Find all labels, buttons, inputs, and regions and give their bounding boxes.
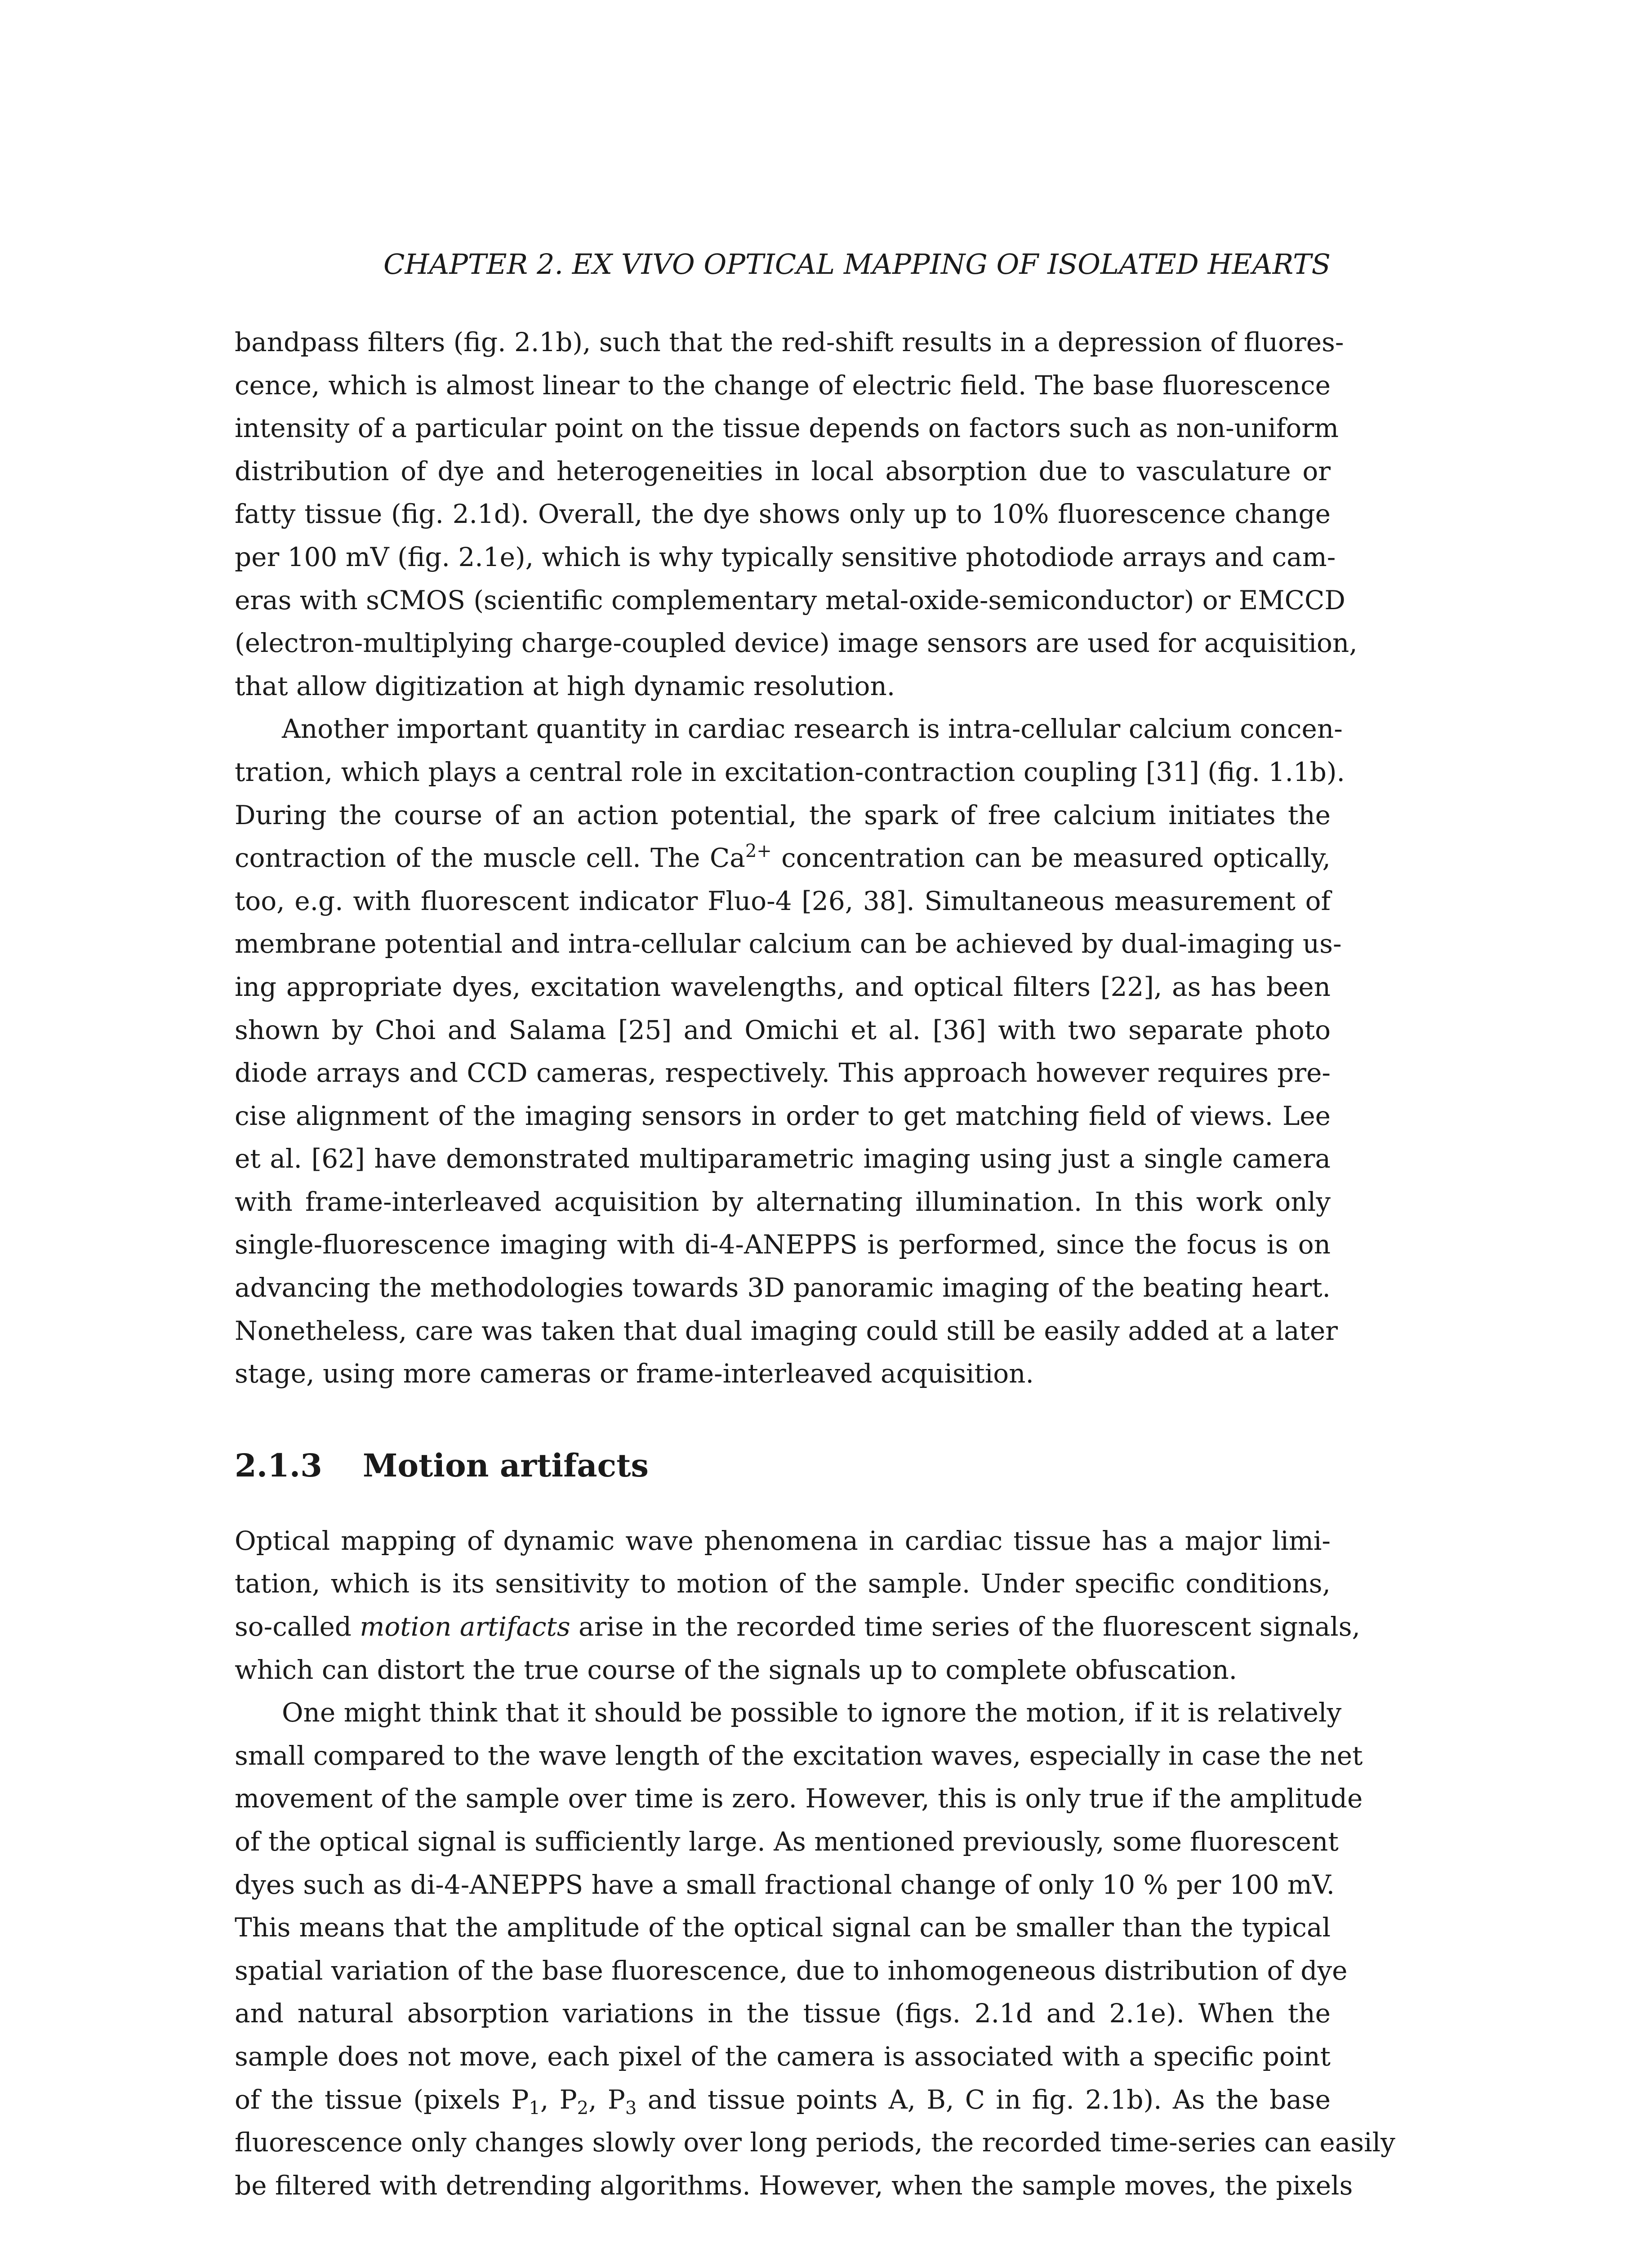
- subscript: 1: [529, 2097, 540, 2119]
- text-fragment: contraction of the muscle cell. The Ca: [235, 843, 745, 874]
- superscript: 2+: [745, 841, 772, 862]
- text-line: per 100 mV (fig. 2.1e), which is why typically sensitive photodiode arrays and cam-: [235, 541, 1336, 572]
- text-fragment: so-called: [235, 1611, 360, 1642]
- text-line: fluorescence only changes slowly over long periods, the recorded time-series can easily: [235, 2127, 1395, 2158]
- text-fragment: , P: [588, 2084, 625, 2115]
- text-line-pixels: [235, 2079, 1331, 2122]
- text-fragment: and tissue points A, B, C in fig. 2.1b). As the base: [637, 2084, 1331, 2115]
- text-line: ing appropriate dyes, excitation wavelengths, and optical filters [22], as has been: [235, 971, 1331, 1002]
- text-line: bandpass filters (fig. 2.1b), such that the red-shift results in a depression of fluores-: [235, 327, 1344, 357]
- text-line: (electron-multiplying charge-coupled device) image sensors are used for acquisition,: [235, 628, 1358, 659]
- section-number: 2.1.3: [235, 1446, 322, 1484]
- text-line: Optical mapping of dynamic wave phenomena in cardiac tissue has a major limi-: [235, 1525, 1331, 1556]
- text-fragment: arise in the recorded time series of the fluorescent signals,: [570, 1611, 1360, 1642]
- text-line: single-fluorescence imaging with di-4-ANEPPS is performed, since the focus is on: [235, 1229, 1331, 1260]
- text-fragment: concentration can be measured optically,: [771, 843, 1331, 874]
- text-line: and natural absorption variations in the tissue (figs. 2.1d and 2.1e). When the: [235, 1998, 1331, 2029]
- text-line: small compared to the wave length of the excitation waves, especially in case the net: [235, 1740, 1363, 1771]
- text-line: spatial variation of the base fluorescence, due to inhomogeneous distribution of dye: [235, 1955, 1348, 1986]
- text-line: tration, which plays a central role in excitation-contraction coupling [31] (fig. 1.1b).: [235, 756, 1345, 787]
- text-line: distribution of dye and heterogeneities in local absorption due to vasculature or: [235, 455, 1331, 486]
- text-line: During the course of an action potential, the spark of free calcium initiates the: [235, 799, 1331, 830]
- text-line: diode arrays and CCD cameras, respectively. This approach however requires pre-: [235, 1057, 1331, 1088]
- text-line: Nonetheless, care was taken that dual imaging could still be easily added at a later: [235, 1315, 1338, 1346]
- section-heading: [235, 1443, 1331, 1488]
- text-line: shown by Choi and Salama [25] and Omichi et al. [36] with two separate photo: [235, 1014, 1331, 1045]
- text-line: tation, which is its sensitivity to motion of the sample. Under specific conditions,: [235, 1568, 1331, 1599]
- text-line: of the optical signal is sufficiently large. As mentioned previously, some fluorescent: [235, 1826, 1339, 1857]
- text-line-calcium: [235, 837, 1331, 880]
- text-line: Another important quantity in cardiac research is intra-cellular calcium concen-: [282, 714, 1343, 745]
- paragraph-4: [235, 1691, 1395, 2207]
- text-line: One might think that it should be possible to ignore the motion, if it is relatively: [282, 1697, 1342, 1728]
- text-line: eras with sCMOS (scientific complementary metal-oxide-semiconductor) or EMCCD: [235, 584, 1345, 616]
- text-line-emphasis: [235, 1606, 1360, 1649]
- text-line: that allow digitization at high dynamic resolution.: [235, 670, 895, 701]
- text-line: movement of the sample over time is zero. However, this is only true if the amplitude: [235, 1783, 1363, 1814]
- text-line: membrane potential and intra-cellular calcium can be achieved by dual-imaging us-: [235, 928, 1342, 959]
- text-line: be filtered with detrending algorithms. However, when the sample moves, the pixels: [235, 2170, 1353, 2201]
- text-line: stage, using more cameras or frame-interleaved acquisition.: [235, 1358, 1034, 1389]
- subscript: 2: [577, 2097, 589, 2119]
- text-line: dyes such as di-4-ANEPPS have a small fractional change of only 10 % per 100 mV.: [235, 1869, 1335, 1900]
- paragraph-1: [235, 321, 1358, 708]
- running-head: CHAPTER 2. EX VIVO OPTICAL MAPPING OF ISOLATED HEARTS: [383, 248, 1331, 281]
- text-line: cence, which is almost linear to the change of electric field. The base fluorescence: [235, 370, 1331, 401]
- text-line: with frame-interleaved acquisition by alternating illumination. In this work only: [235, 1186, 1331, 1217]
- text-line: advancing the methodologies towards 3D panoramic imaging of the beating heart.: [235, 1272, 1331, 1303]
- emphasized-term: motion artifacts: [360, 1611, 570, 1642]
- body-text: [235, 321, 1395, 2207]
- text-line: cise alignment of the imaging sensors in order to get matching field of views. Lee: [235, 1100, 1331, 1131]
- text-line: which can distort the true course of the signals up to complete obfuscation.: [235, 1654, 1238, 1685]
- section-title: Motion artifacts: [362, 1446, 649, 1484]
- subscript: 3: [625, 2097, 637, 2119]
- text-line: intensity of a particular point on the tissue depends on factors such as non-uniform: [235, 413, 1339, 444]
- paragraph-3: [235, 1520, 1360, 1691]
- paragraph-2: [235, 708, 1345, 1396]
- text-line: This means that the amplitude of the optical signal can be smaller than the typical: [235, 1912, 1331, 1943]
- text-line: sample does not move, each pixel of the camera is associated with a specific point: [235, 2041, 1331, 2072]
- text-line: et al. [62] have demonstrated multiparametric imaging using just a single camera: [235, 1143, 1331, 1174]
- text-line: fatty tissue (fig. 2.1d). Overall, the dye shows only up to 10% fluorescence change: [235, 499, 1331, 530]
- text-line: too, e.g. with fluorescent indicator Fluo-4 [26, 38]. Simultaneous measurement of: [235, 885, 1331, 916]
- text-fragment: of the tissue (pixels P: [235, 2084, 529, 2115]
- text-fragment: , P: [540, 2084, 577, 2115]
